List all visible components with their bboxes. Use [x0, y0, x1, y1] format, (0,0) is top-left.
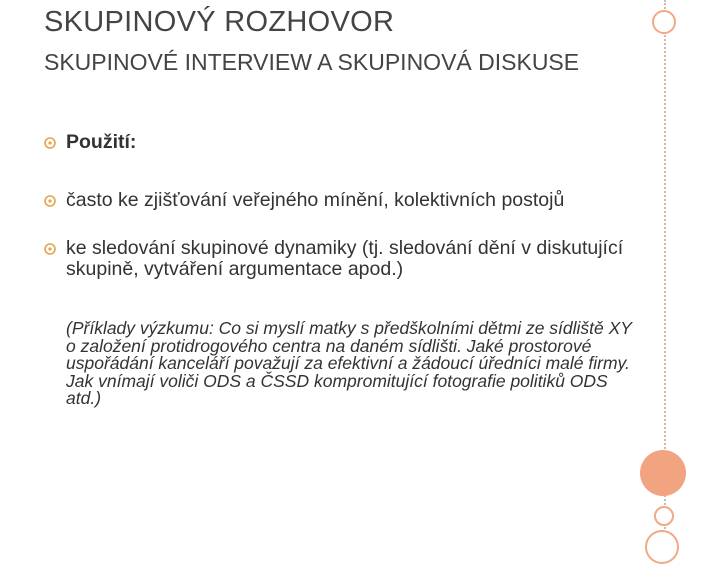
bullet-item-group-dynamics: ke sledování skupinové dynamiky (tj. sledování dění v diskutující skupině, vytváření argumentace apod.) [66, 237, 624, 280]
decorative-circle-top [652, 10, 676, 34]
decorative-circle-bottom [645, 530, 679, 564]
bullet-item-public-opinion: často ke zjišťování veřejného mínění, kolektivních postojů [66, 189, 565, 211]
flower-bullet-icon [44, 243, 56, 255]
bullet-item-usage: Použití: [66, 131, 137, 153]
flower-bullet-icon [44, 137, 56, 149]
slide-subtitle: SKUPINOVÉ INTERVIEW A SKUPINOVÁ DISKUSE [44, 49, 580, 75]
examples-paragraph: (Příklady výzkumu: Co si myslí matky s předškolními dětmi ze sídliště XY o založení protidrogového centra na daném sídlišti. Jaké prostorové uspořádání kanceláří považují za efektivní a žádoucí úředníci malé firmy. Jak vnímají voliči ODS a ČSSD kompromitující fotografie politiků ODS atd.) [66, 318, 632, 408]
decorative-circle-filled [640, 450, 686, 496]
slide-title: SKUPINOVÝ ROZHOVOR [44, 6, 395, 38]
flower-bullet-icon [44, 195, 56, 207]
decorative-circle-small [654, 506, 674, 526]
